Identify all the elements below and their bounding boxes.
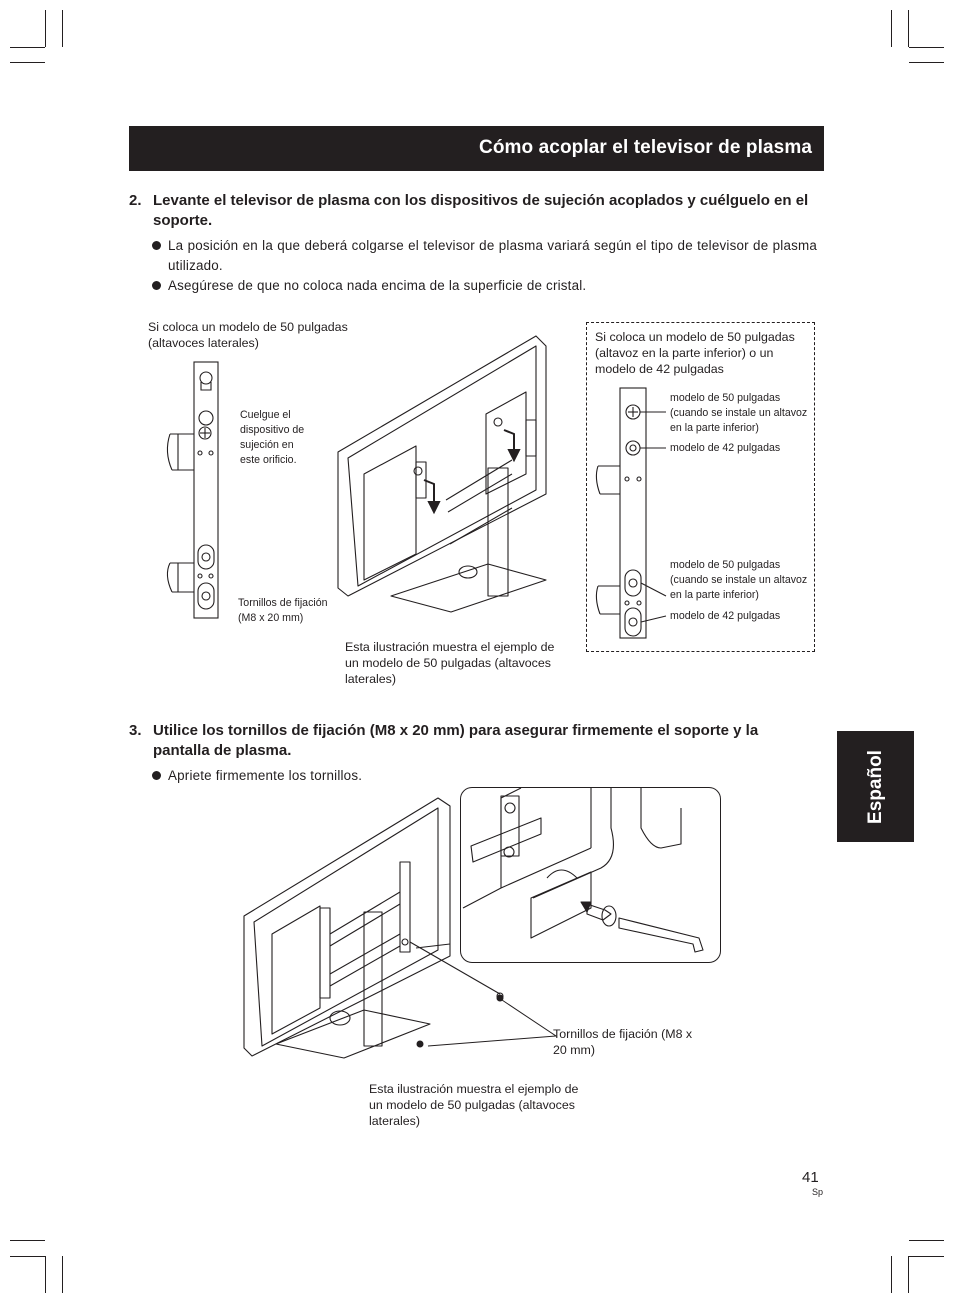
language-tab [837, 731, 914, 842]
hang-note: Cuelgue el dispositivo de sujeción en este orificio. [240, 409, 305, 466]
figure-1-caption: Esta ilustración muestra el ejemplo de un modelo de 50 pulgadas (altavoces laterales) [345, 640, 555, 686]
language-tab-label: Español [864, 749, 886, 824]
bullet-dot [152, 771, 161, 780]
bracket-side-speakers-illustration [160, 360, 240, 622]
tv-hanging-illustration [336, 334, 551, 614]
figure-1-left-title: Si coloca un modelo de 50 pulgadas (altavoces laterales) [148, 320, 348, 350]
step-2-bullet-1: La posición en la que deberá colgarse el televisor de plasma variará según el tipo de televisor de plasma utilizado. [152, 236, 817, 276]
page-number: 41 [802, 1169, 819, 1186]
figure-2-screws-label: Tornillos de fijación (M8 x 20 mm) [553, 1027, 693, 1057]
step-3-heading [129, 721, 809, 761]
label-50-top: modelo de 50 pulgadas (cuando se instale un altavoz en la parte inferior) [670, 392, 808, 434]
screw-callout-lines [410, 990, 556, 1052]
screw-and-hex-key-illustration [461, 788, 721, 963]
label-50-bottom: modelo de 50 pulgadas (cuando se instale un altavoz en la parte inferior) [670, 559, 808, 601]
step-2-heading [129, 191, 819, 231]
section-header [129, 126, 824, 171]
detail-zoom-box [460, 787, 721, 963]
bullet-dot [152, 281, 161, 290]
label-42-bottom: modelo de 42 pulgadas [670, 610, 781, 622]
bullet-dot [152, 241, 161, 250]
bracket-bottom-speaker-illustration [594, 386, 674, 642]
section-title: Cómo acoplar el televisor de plasma [479, 137, 812, 158]
step-2-number: 2. [129, 192, 142, 209]
figure-2-caption: Esta ilustración muestra el ejemplo de un modelo de 50 pulgadas (altavoces laterales) [369, 1082, 579, 1128]
figure-1-screws-label: Tornillos de fijación (M8 x 20 mm) [238, 597, 328, 624]
step-2-bullet-2: Asegúrese de que no coloca nada encima de la superficie de cristal. [152, 276, 817, 296]
page-language-code: Sp [812, 1187, 824, 1197]
step-2-text: Levante el televisor de plasma con los dispositivos de sujeción acoplados y cuélguelo en el soporte. [153, 192, 809, 229]
figure-1-right-title: Si coloca un modelo de 50 pulgadas (altavoz en la parte inferior) o un modelo de 42 pulgadas [595, 330, 795, 376]
step-3-number: 3. [129, 722, 142, 739]
label-42-top: modelo de 42 pulgadas [670, 442, 781, 454]
step-3-text: Utilice los tornillos de fijación (M8 x 20 mm) para asegurar firmemente el soporte y la pantalla de plasma. [153, 722, 759, 759]
step-3-bullet-1: Apriete firmemente los tornillos. [152, 766, 817, 786]
